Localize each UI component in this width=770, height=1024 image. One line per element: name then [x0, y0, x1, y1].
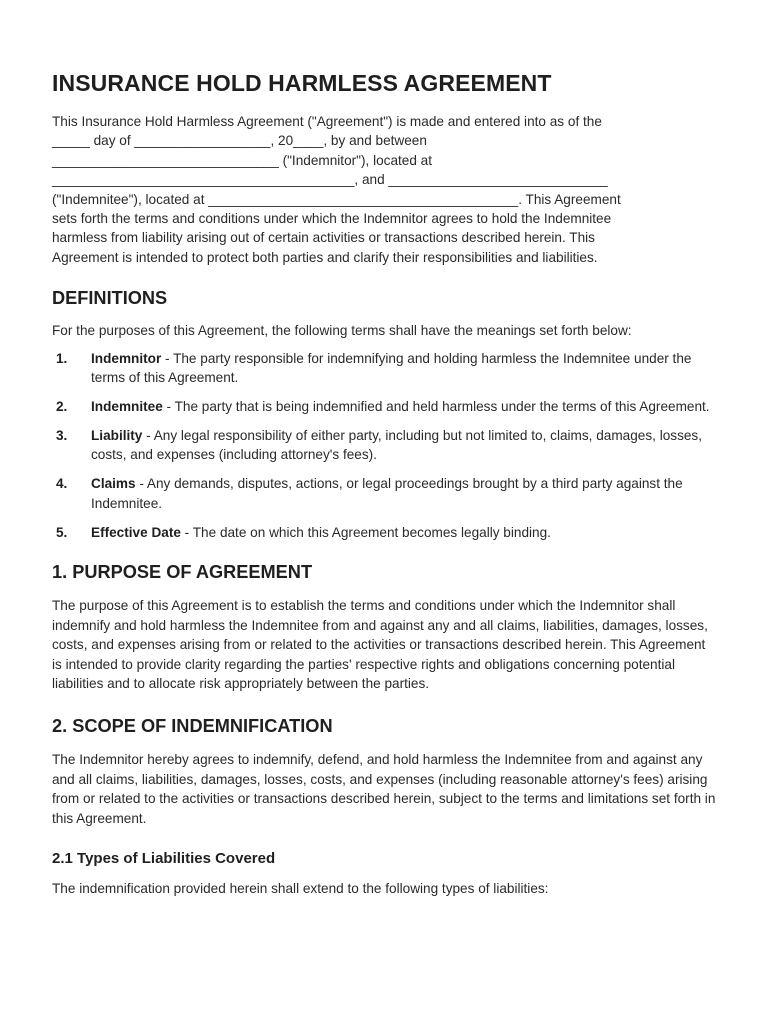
definition-term: Indemnitor	[91, 350, 162, 366]
definition-term: Liability	[91, 428, 143, 444]
definition-item-indemnitor	[52, 349, 716, 388]
definitions-lead: For the purposes of this Agreement, the following terms shall have the meanings set forth below:	[52, 323, 632, 339]
intro-line: sets forth the terms and conditions under which the Indemnitor agrees to hold the Indemnitee	[52, 211, 612, 227]
definition-item-claims	[52, 474, 716, 513]
definitions-heading: DEFINITIONS	[52, 288, 168, 309]
liabilities-covered-heading: 2.1 Types of Liabilities Covered	[52, 849, 276, 867]
definition-term: Effective Date	[91, 524, 181, 540]
definition-term: Claims	[91, 476, 136, 492]
intro-line: harmless from liability arising out of certain activities or transactions described herein. This	[52, 230, 595, 246]
definition-number: 1.	[56, 350, 68, 366]
scope-heading: 2. SCOPE OF INDEMNIFICATION	[52, 716, 333, 737]
intro-line: ______________________________ ("Indemnitor"), located at	[52, 152, 433, 168]
intro-line: ("Indemnitee"), located at _________________________________________. This Agreement	[52, 191, 621, 207]
definition-item-liability	[52, 426, 716, 465]
scope-paragraph: The Indemnitor hereby agrees to indemnify, defend, and hold harmless the Indemnitee from and against any and all claims, liabilities, damages, losses, costs, and expenses (including reasonable attorney's fees) arising from or related to the activities or transactions described herein, subject to the terms and limitations set forth in this Agreement.	[52, 752, 716, 826]
definition-item-effective-date	[52, 523, 716, 542]
document-title: INSURANCE HOLD HARMLESS AGREEMENT	[52, 70, 552, 96]
purpose-paragraph: The purpose of this Agreement is to establish the terms and conditions under which the Indemnitor shall indemnify and hold harmless the Indemnitee from and against any and all claims, liabilities, damages, losses, costs, and expenses arising from or related to the activities or transactions described herein. This Agreement is intended to provide clarity regarding the parties' respective rights and obligations concerning potential liabilities and to allocate risk appropriately between the parties.	[52, 598, 708, 691]
intro-line: _____ day of __________________, 20____, by and between	[52, 133, 427, 149]
definition-term: Indemnitee	[91, 399, 163, 415]
definitions-list	[52, 349, 716, 543]
definition-number: 3.	[56, 428, 68, 444]
definition-text: - The party responsible for indemnifying and holding harmless the Indemnitee under the terms of this Agreement.	[91, 350, 692, 386]
definition-number: 5.	[56, 524, 68, 540]
definition-text: - The date on which this Agreement becomes legally binding.	[180, 524, 551, 540]
purpose-heading: 1. PURPOSE OF AGREEMENT	[52, 562, 313, 583]
definition-number: 2.	[56, 399, 68, 415]
definition-text: - Any legal responsibility of either party, including but not limited to, claims, damages, losses, costs, and expenses (including attorney's fees).	[91, 428, 703, 463]
definition-item-indemnitee	[52, 397, 716, 416]
intro-line: ________________________________________, and _____________________________	[52, 172, 608, 188]
intro-line: Agreement is intended to protect both parties and clarify their responsibilities and liabilities.	[52, 249, 598, 265]
definition-text: - Any demands, disputes, actions, or legal proceedings brought by a third party against the Indemnitee.	[91, 476, 683, 511]
definition-number: 4.	[56, 476, 68, 492]
intro-paragraph	[52, 112, 716, 267]
liabilities-covered-paragraph: The indemnification provided herein shall extend to the following types of liabilities:	[52, 880, 549, 896]
definition-text: - The party that is being indemnified and held harmless under the terms of this Agreement.	[162, 399, 710, 415]
intro-line: This Insurance Hold Harmless Agreement ("Agreement") is made and entered into as of the	[52, 114, 602, 129]
